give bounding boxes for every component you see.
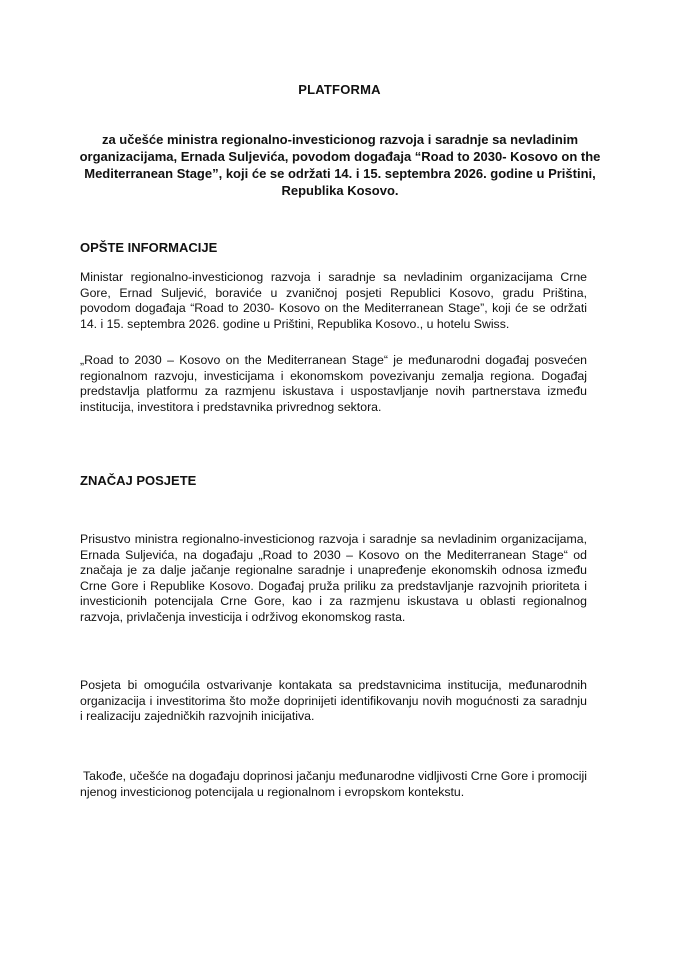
paragraph-general-info-1: Ministar regionalno-investicionog razvoja i saradnje sa nevladinim organizacijama Crne Gore, Ernad Suljević, boraviće u zvaničnoj posjeti Republici Kosovo, gradu Priština, povodom događaja “Road to 2030- Kosovo on the Mediterranean Stage”, koji će se održati 14. i 15. septembra 2026. godine u Prištini, Republika Kosovo., u hotelu Swiss. bbox=[80, 270, 587, 331]
section-heading-general-info: OPŠTE INFORMACIJE bbox=[80, 240, 218, 255]
paragraph-visit-significance-1: Prisustvo ministra regionalno-investicionog razvoja i saradnje sa nevladinim organizacijama, Ernada Suljevića, na događaju „Road to 2030 – Kosovo on the Mediterranean Stage“ od značaja je za dalje jačanje regionalne saradnje i unapređenje ekonomskih odnosa između Crne Gore i Republike Kosovo. Događaj pruža priliku za predstavljanje razvojnih prioriteta i investicionih potencijala Crne Gore, kao i za razmjenu iskustava u oblasti regionalnog razvoja, privlačenja investicija i održivog ekonomskog rasta. bbox=[80, 532, 587, 624]
document-subtitle: za učešće ministra regionalno-investicionog razvoja i saradnje sa nevladinim organizacijama, Ernada Suljevića, povodom događaja “Road to 2030- Kosovo on the Mediterranean Stage”, koji će se održati 14. i 15. septembra 2026. godine u Prištini, Republika Kosovo. bbox=[79, 132, 601, 198]
document-title: PLATFORMA bbox=[298, 82, 381, 97]
paragraph-visit-significance-2: Posjeta bi omogućila ostvarivanje kontakata sa predstavnicima institucija, međunarodnih organizacija i investitorima što može doprinijeti identifikovanju novih mogućnosti za saradnju i realizaciju zajedničkih razvojnih inicijativa. bbox=[80, 678, 587, 723]
paragraph-visit-significance-3: Takođe, učešće na događaju doprinosi jačanju međunarodne vidljivosti Crne Gore i promociji njenog investicionog potencijala u regionalnom i evropskom kontekstu. bbox=[80, 769, 587, 799]
paragraph-general-info-2: „Road to 2030 – Kosovo on the Mediterranean Stage“ je međunarodni događaj posvećen regionalnom razvoju, investicijama i ekonomskom povezivanju zemalja regiona. Događaj predstavlja platformu za razmjenu iskustava i uspostavljanje novih partnerstava između institucija, investitora i predstavnika privrednog sektora. bbox=[80, 353, 587, 414]
section-heading-visit-significance: ZNAČAJ POSJETE bbox=[80, 473, 197, 488]
